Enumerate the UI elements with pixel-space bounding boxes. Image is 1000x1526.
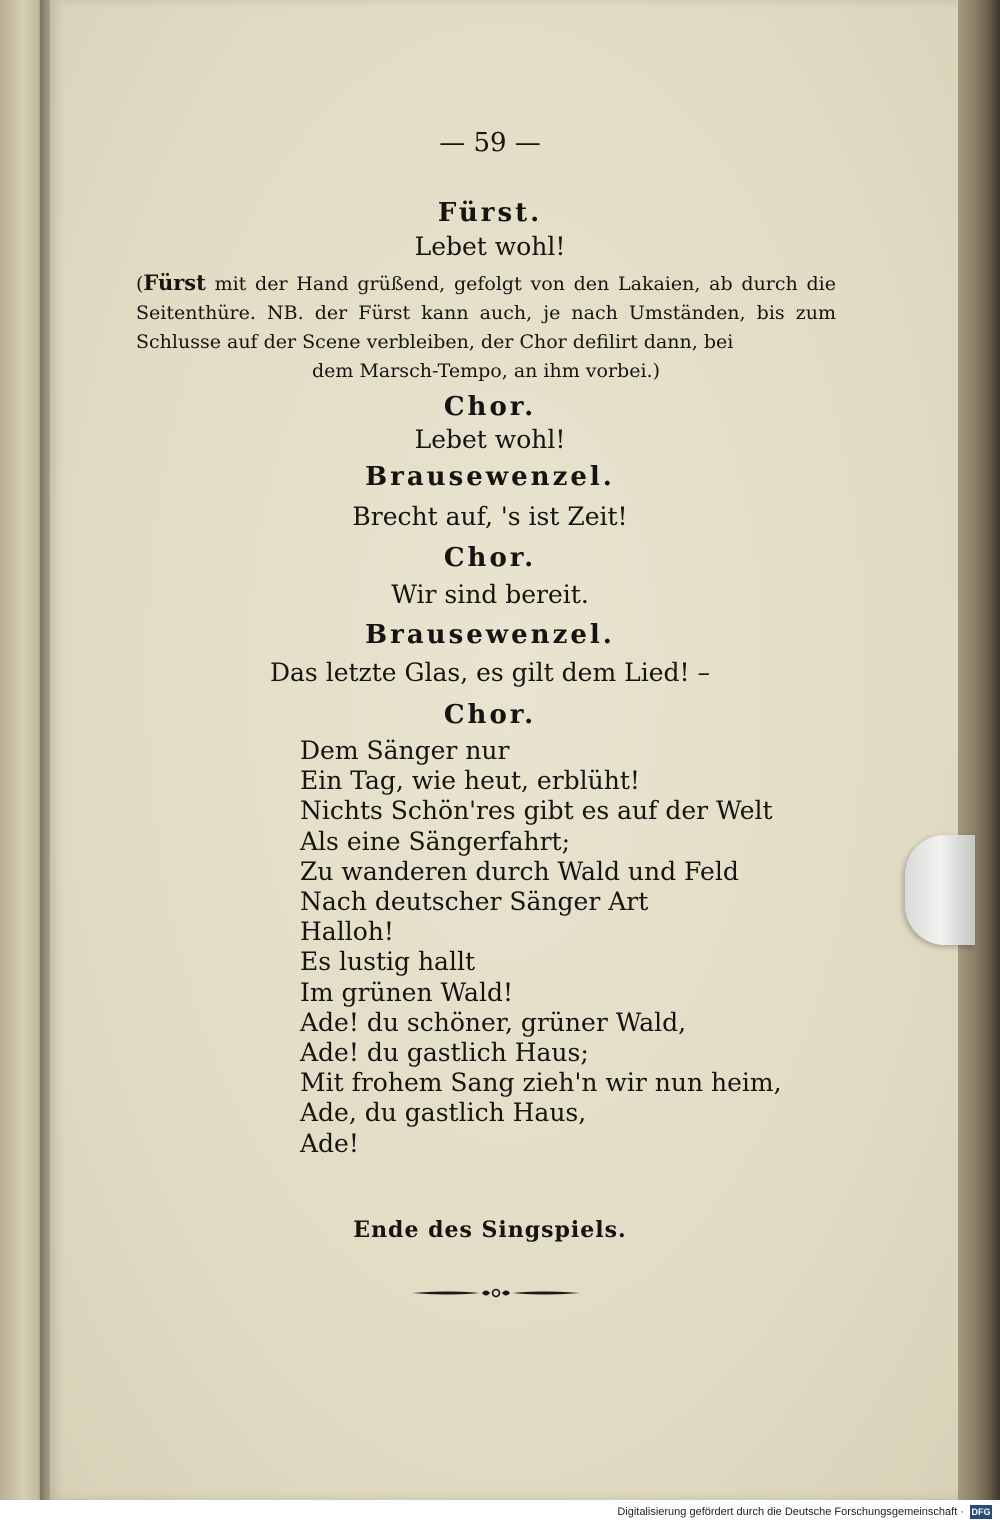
speaker-fuerst: Fürst. — [437, 198, 543, 228]
dialog-line: Lebet wohl! — [414, 232, 566, 261]
verse-line: Mit frohem Sang zieh'n wir nun heim, — [300, 1068, 782, 1098]
verse-line: Ade, du gastlich Haus, — [300, 1098, 587, 1128]
dialog-line: Lebet wohl! — [414, 425, 566, 454]
footer-credit: Digitalisierung gefördert durch die Deutsche Forschungsgemeinschaft · — [617, 1506, 964, 1518]
verse-line: Ade! du gastlich Haus; — [300, 1038, 589, 1068]
verse-line: Ade! — [300, 1128, 359, 1158]
stage-speaker: Fürst — [143, 270, 206, 295]
verse-line: Es lustig hallt — [300, 947, 475, 977]
ending-line: Ende des Singspiels. — [353, 1217, 627, 1243]
ornament-divider-icon — [410, 1286, 582, 1300]
speaker-chor: Chor. — [443, 392, 537, 422]
dialog-line: Wir sind bereit. — [391, 580, 589, 609]
speaker-brausewenzel: Brausewenzel. — [365, 620, 615, 650]
verse-line: Als eine Sängerfahrt; — [300, 826, 571, 856]
verse-line: Zu wanderen durch Wald und Feld — [300, 856, 739, 886]
verse-line: Halloh! — [300, 917, 394, 947]
verse-line: Nichts Schön'res gibt es auf der Welt — [300, 796, 773, 826]
dialog-line: Das letzte Glas, es gilt dem Lied! – — [269, 658, 710, 687]
facing-page-edge — [0, 0, 44, 1500]
verse-line: Dem Sänger nur — [300, 736, 510, 765]
speaker-brausewenzel: Brausewenzel. — [365, 462, 615, 492]
verse-line: Nach deutscher Sänger Art — [300, 887, 649, 917]
page-holder-clip — [905, 835, 975, 945]
stage-last-line: dem Marsch-Tempo, an ihm vorbei.) — [311, 360, 660, 382]
speaker-chor: Chor. — [443, 543, 537, 573]
stage-direction: (Fürst mit der Hand grüßend, gefolgt von den Lakaien, ab durch die Seitenthüre. NB. der Fürst kann auch, je nach Umständen, bis zum Schlusse auf der Scene verbleiben, der Chor defilirt dann, bei dem Marsch-Tempo, an ihm vorbei.) — [136, 268, 836, 386]
dialog-line: Brecht auf, 's ist Zeit! — [352, 502, 628, 531]
stage-text: mit der Hand grüßend, gefolgt von den Lakaien, ab durch die Seitenthüre. NB. der Fürst kann auch, je nach Umständen, bis zum Schlusse auf der Scene verbleiben, der Chor defilirt dann, bei — [136, 273, 836, 353]
chorus-verse — [300, 736, 782, 1159]
dfg-logo: DFG — [971, 1507, 991, 1517]
verse-line: Ein Tag, wie heut, erblüht! — [300, 766, 640, 796]
book-cover-edge — [958, 0, 1000, 1500]
footer-bar — [0, 1500, 1000, 1526]
speaker-chor: Chor. — [443, 700, 537, 730]
verse-line: Im grünen Wald! — [300, 977, 514, 1007]
page-number: — 59 — — [439, 128, 541, 158]
verse-line: Ade! du schöner, grüner Wald, — [300, 1007, 687, 1037]
